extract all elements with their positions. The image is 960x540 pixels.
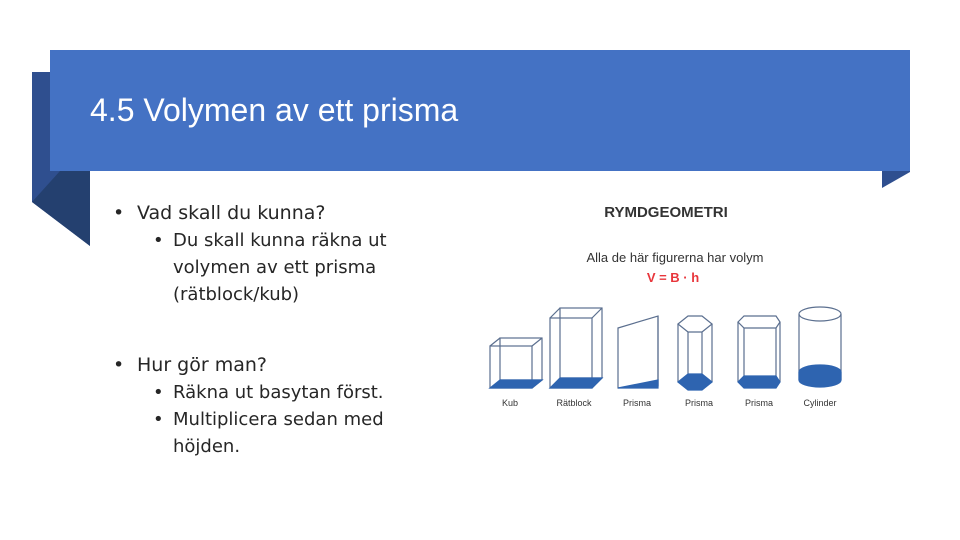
- sub-bullet-text: Multiplicera sedan med höjden.: [173, 409, 384, 457]
- slide-title: 4.5 Volymen av ett prisma: [90, 92, 459, 128]
- cuboid-shape: [550, 308, 602, 388]
- bullet-text: Hur gör man?: [137, 354, 267, 376]
- shape-label: Kub: [501, 398, 519, 408]
- shape-label: Prisma: [684, 398, 714, 408]
- right-tab-shape: [882, 171, 910, 188]
- figure-subtitle: Alla de här figurerna har volym: [586, 250, 764, 265]
- volume-formula: V = B · h: [646, 270, 700, 285]
- shape-label: Prisma: [622, 398, 652, 408]
- bullet-dot: •: [153, 382, 164, 403]
- sub-bullet-item: [113, 379, 413, 406]
- bullet-dot: •: [113, 202, 125, 224]
- triangular-prism-shape: [618, 316, 658, 388]
- sub-bullet-text: Räkna ut basytan först.: [173, 382, 384, 403]
- cube-shape: [490, 338, 542, 388]
- bullet-list: [113, 199, 413, 460]
- bullet-item: [113, 351, 413, 379]
- bullet-dot: •: [153, 409, 164, 430]
- bullet-text: Vad skall du kunna?: [137, 202, 326, 224]
- figure-heading: RYMDGEOMETRI: [604, 204, 728, 221]
- sub-bullet-text: Du skall kunna räkna ut volymen av ett prisma (rätblock/kub): [173, 230, 387, 305]
- bullet-dot: •: [153, 230, 164, 251]
- prism-shape: [738, 316, 780, 388]
- hexagonal-prism-shape: [678, 316, 712, 390]
- cylinder-shape: [799, 307, 841, 387]
- shape-label: Prisma: [744, 398, 774, 408]
- shape-label: Cylinder: [803, 398, 837, 408]
- geometry-figure: [480, 196, 860, 416]
- sub-bullet-item: [113, 406, 413, 460]
- bullet-dot: •: [113, 354, 125, 376]
- shape-label: Rätblock: [556, 398, 592, 408]
- sub-bullet-item: [113, 227, 413, 308]
- title-bar: [50, 50, 910, 171]
- bullet-item: [113, 199, 413, 227]
